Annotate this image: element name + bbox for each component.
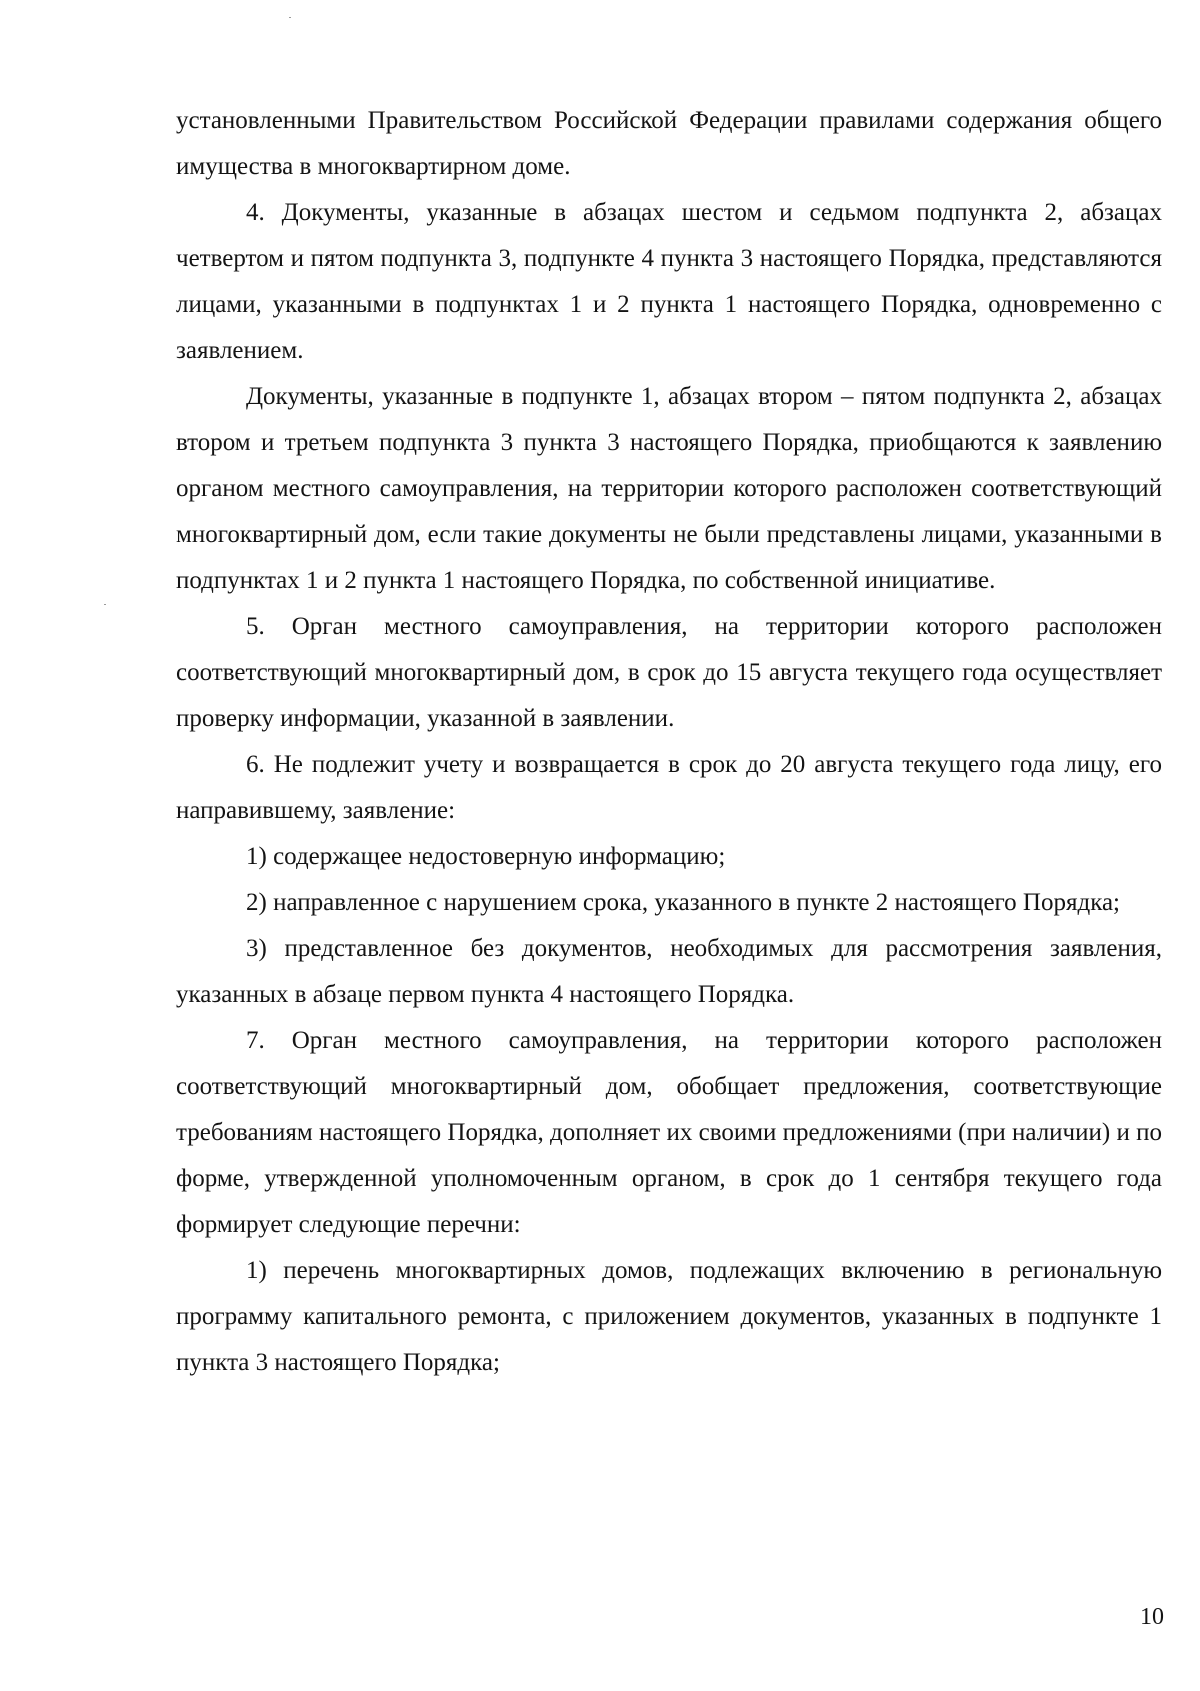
paragraph-item-6-2: 2) направленное с нарушением срока, указанного в пункте 2 настоящего Порядка; (246, 889, 1120, 916)
scan-speck (289, 17, 291, 18)
page-number: 10 (1140, 1604, 1164, 1630)
paragraph-item-7-1: 1) перечень многоквартирных домов, подлежащих включению в региональную программу капитального ремонта, с приложением документов, указанных в подпункте 1 пункта 3 настоящего Порядка; (176, 1257, 1162, 1376)
paragraph-item-6: 6. Не подлежит учету и возвращается в срок до 20 августа текущего года лицу, его направившему, заявление: (176, 751, 1162, 824)
paragraph-item-4: 4. Документы, указанные в абзацах шестом и седьмом подпункта 2, абзацах четвертом и пятом подпункта 3, подпункте 4 пункта 3 настоящего Порядка, представляются лицами, указанными в подпунктах 1 и 2 пункта 1 настоящего Порядка, одновременно с заявлением. (176, 199, 1162, 364)
paragraph-item-5: 5. Орган местного самоуправления, на территории которого расположен соответствующий многоквартирный дом, в срок до 15 августа текущего года осуществляет проверку информации, указанной в заявлении. (176, 613, 1162, 732)
paragraph-item-4-second: Документы, указанные в подпункте 1, абзацах втором – пятом подпункта 2, абзацах втором и третьем подпункта 3 пункта 3 настоящего Порядка, приобщаются к заявлению органом местного самоуправления, на территории которого расположен соответствующий многоквартирный дом, если такие документы не были представлены лицами, указанными в подпунктах 1 и 2 пункта 1 настоящего Порядка, по собственной инициативе. (176, 383, 1162, 594)
document-body (176, 98, 1162, 1386)
paragraph-item-7: 7. Орган местного самоуправления, на территории которого расположен соответствующий многоквартирный дом, обобщает предложения, соответствующие требованиям настоящего Порядка, дополняет их своими предложениями (при наличии) и по форме, утвержденной уполномоченным органом, в срок до 1 сентября текущего года формирует следующие перечни: (176, 1027, 1162, 1238)
paragraph-continuation: установленными Правительством Российской Федерации правилами содержания общего имущества в многоквартирном доме. (176, 107, 1162, 180)
paragraph-item-6-1: 1) содержащее недостоверную информацию; (246, 843, 726, 870)
scan-speck (104, 604, 106, 605)
paragraph-item-6-3: 3) представленное без документов, необходимых для рассмотрения заявления, указанных в абзаце первом пункта 4 настоящего Порядка. (176, 935, 1162, 1008)
